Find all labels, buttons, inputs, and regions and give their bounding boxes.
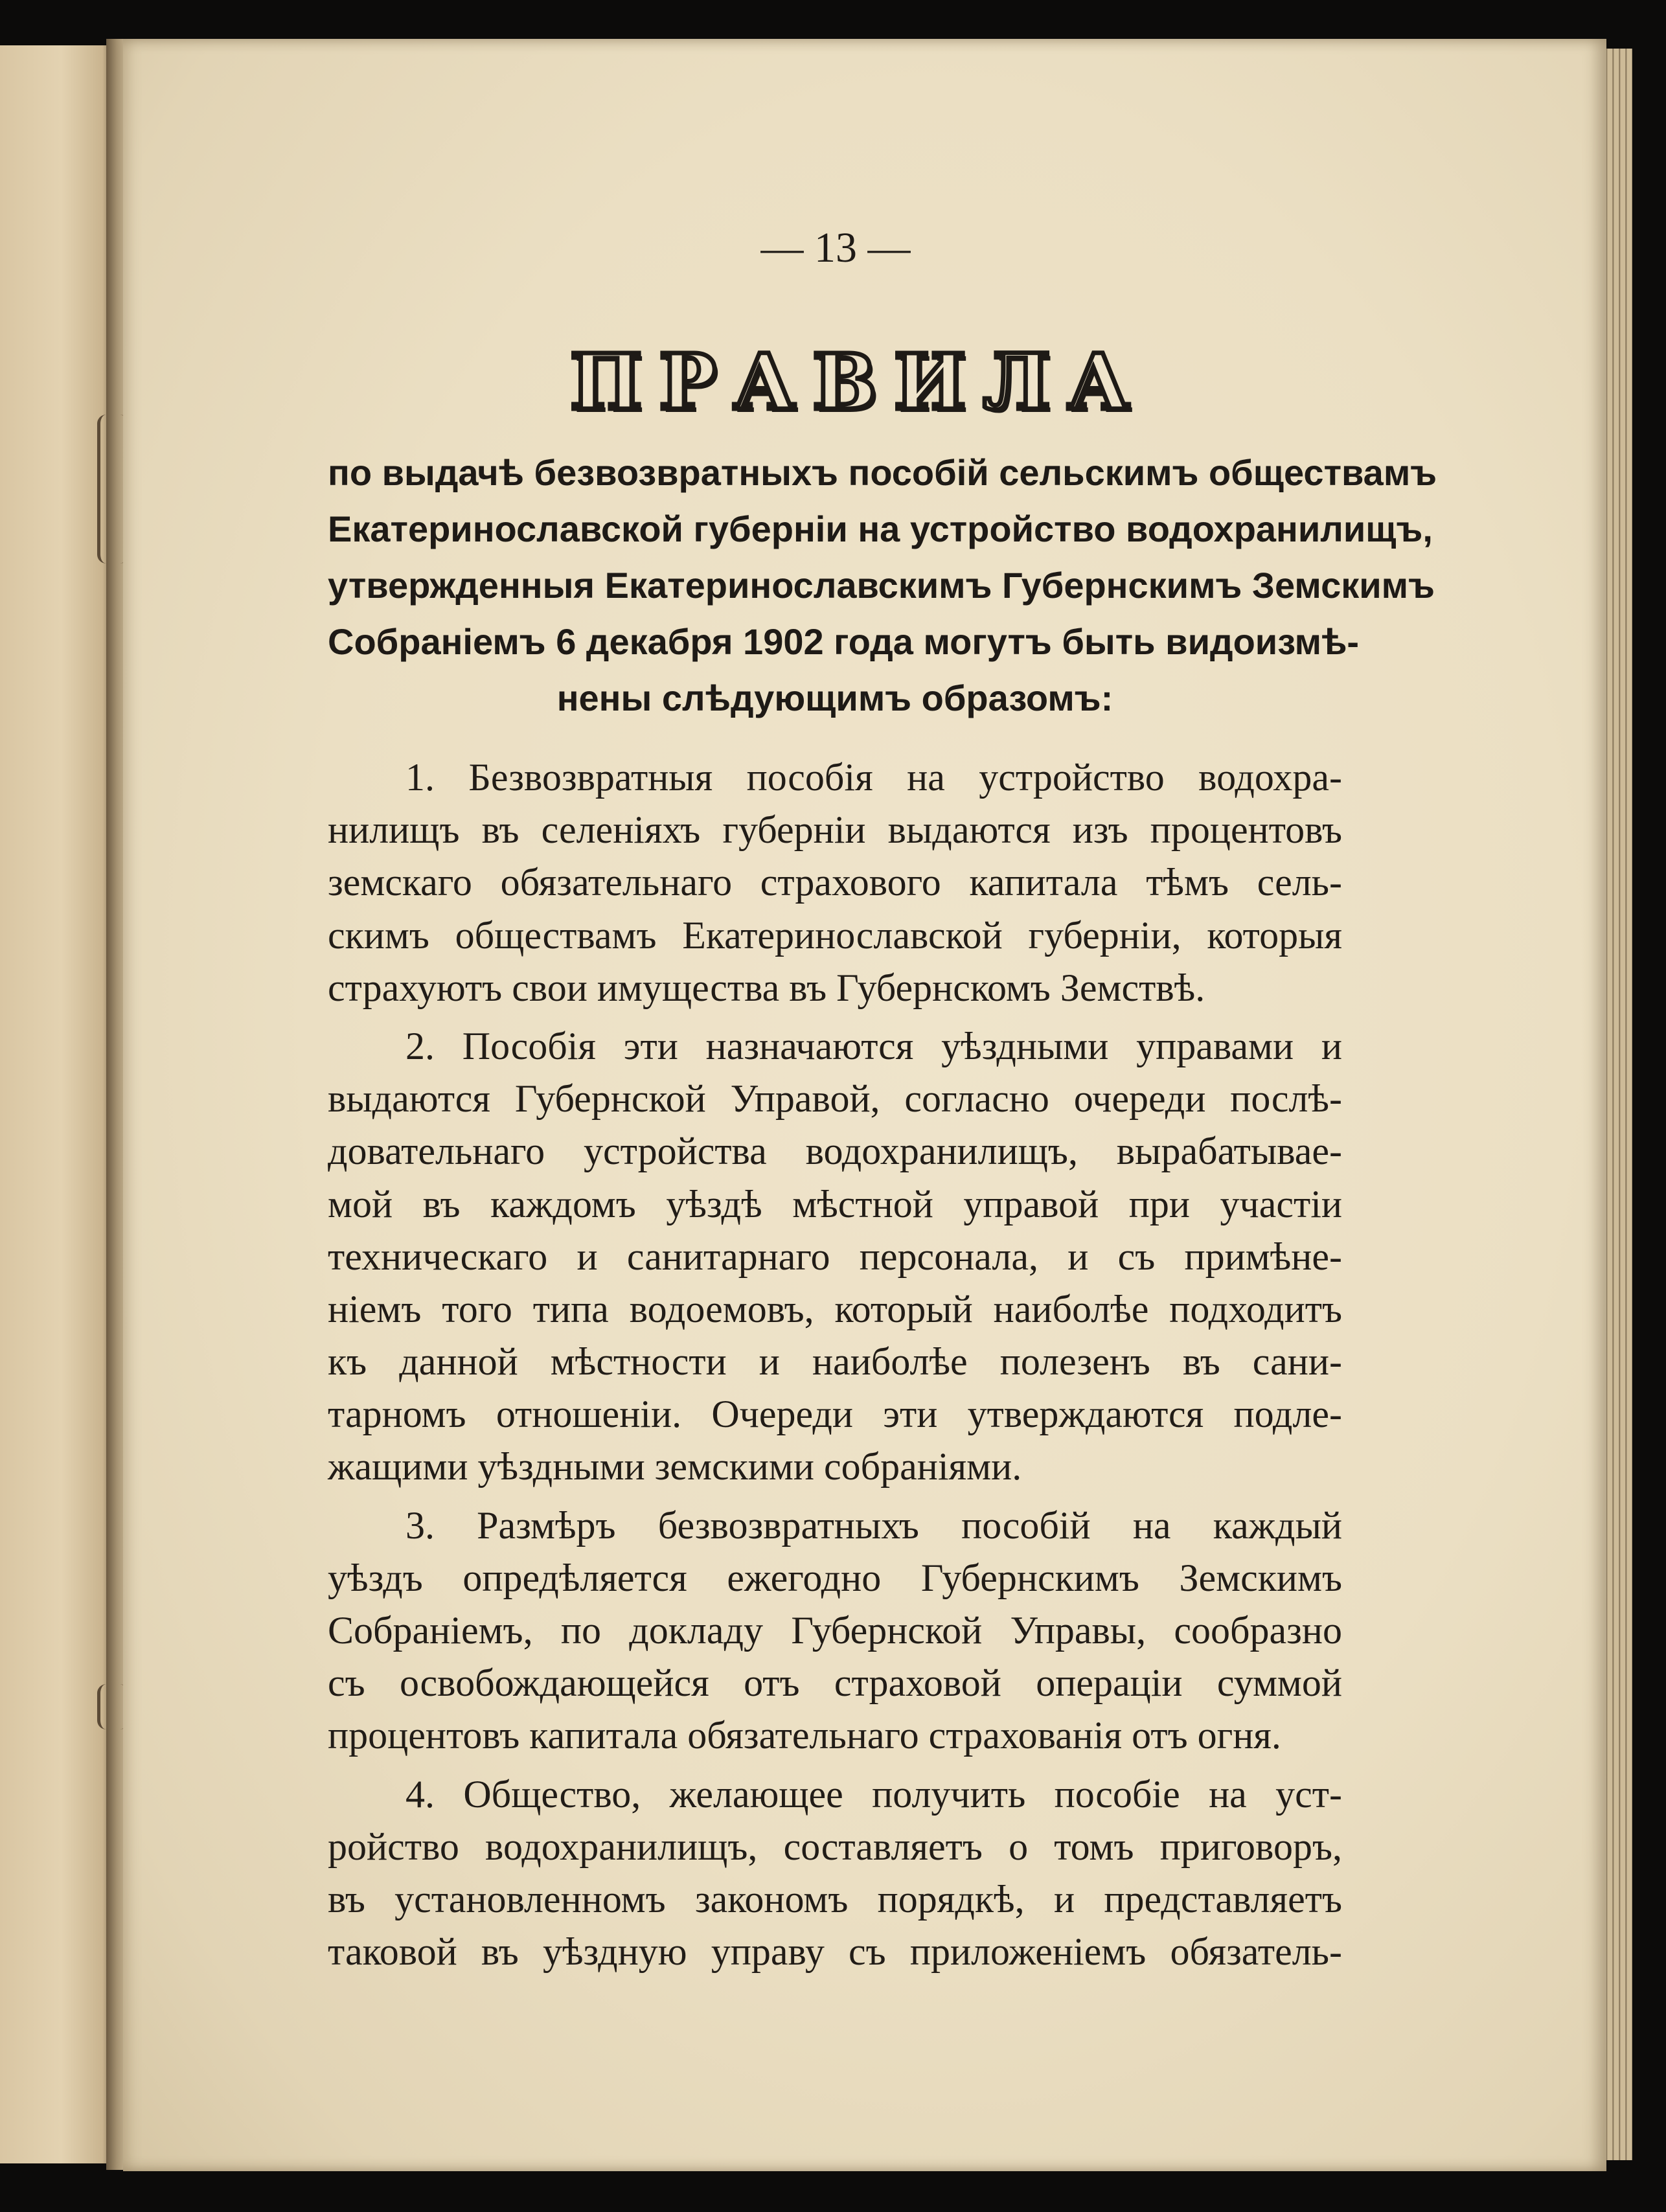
text-line: земскаго обязательнаго страхового капитала тѣмъ сель- <box>328 861 1342 904</box>
subtitle-line: по выдачѣ безвозвратныхъ пособій сельскимъ обществамъ <box>328 452 1437 493</box>
text-line: съ освобождающейся отъ страховой операціи суммой <box>328 1661 1342 1705</box>
text-line: довательнаго устройства водохранилищъ, вырабатывае- <box>328 1130 1342 1173</box>
subtitle-line: Екатеринославской губерніи на устройство водохранилищъ, <box>328 508 1433 549</box>
text-line: ройство водохранилищъ, составляетъ о томъ приговоръ, <box>328 1825 1342 1868</box>
page-number: — 13 — <box>760 224 911 271</box>
paragraph-2 <box>328 1020 1342 1494</box>
text-line: нилищъ въ селеніяхъ губерніи выдаются изъ процентовъ <box>328 808 1342 852</box>
text-line: ніемъ того типа водоемовъ, который наиболѣе подходитъ <box>328 1287 1342 1330</box>
subtitle-line: Собраніемъ 6 декабря 1902 года могутъ быть видоизмѣ- <box>328 621 1360 662</box>
document-body <box>328 751 1342 1978</box>
text-line: къ данной мѣстности и наиболѣе полезенъ въ сани- <box>328 1340 1342 1384</box>
text-line: 1. Безвозвратныя пособія на устройство водохра- <box>405 756 1342 799</box>
text-line: скимъ обществамъ Екатеринославской губерніи, которыя <box>328 913 1342 957</box>
text-line: уѣздъ опредѣляется ежегодно Губернскимъ Земскимъ <box>328 1556 1342 1599</box>
text-line: техническаго и санитарнаго персонала, и съ примѣне- <box>328 1235 1342 1278</box>
paragraph-1 <box>328 751 1342 1014</box>
previous-page-edge <box>0 45 111 2163</box>
text-line: 2. Пособія эти назначаются уѣздными управами и <box>405 1024 1342 1067</box>
document-title: ПРАВИЛА <box>570 337 1147 427</box>
paragraph-4 <box>328 1768 1342 1979</box>
text-line: 3. Размѣръ безвозвратныхъ пособій на каждый <box>405 1503 1342 1547</box>
text-line: жащими уѣздными земскими собраніями. <box>328 1445 1022 1488</box>
subtitle-line: нены слѣдующимъ образомъ: <box>556 678 1113 718</box>
text-line: 4. Общество, желающее получить пособіе на уст- <box>405 1772 1342 1816</box>
text-line: Собраніемъ, по докладу Губернской Управы, сообразно <box>328 1609 1342 1652</box>
paragraph-3 <box>328 1499 1342 1762</box>
subtitle-line: утвержденныя Екатеринославскимъ Губернскимъ Земскимъ <box>328 565 1435 606</box>
text-line: тарномъ отношеніи. Очереди эти утверждаются подле- <box>328 1393 1342 1436</box>
text-line: страхуютъ свои имущества въ Губернскомъ Земствѣ. <box>328 966 1205 1009</box>
text-line: таковой въ уѣздную управу съ приложеніемъ обязатель- <box>328 1930 1342 1974</box>
text-line: мой въ каждомъ уѣздѣ мѣстной управой при участіи <box>328 1182 1342 1226</box>
document-subtitle <box>328 444 1437 726</box>
text-line: въ установленномъ закономъ порядкѣ, и представляетъ <box>328 1877 1342 1921</box>
text-line: выдаются Губернской Управой, согласно очереди послѣ- <box>328 1077 1342 1121</box>
text-line: процентовъ капитала обязательнаго страхованія отъ огня. <box>328 1714 1281 1757</box>
